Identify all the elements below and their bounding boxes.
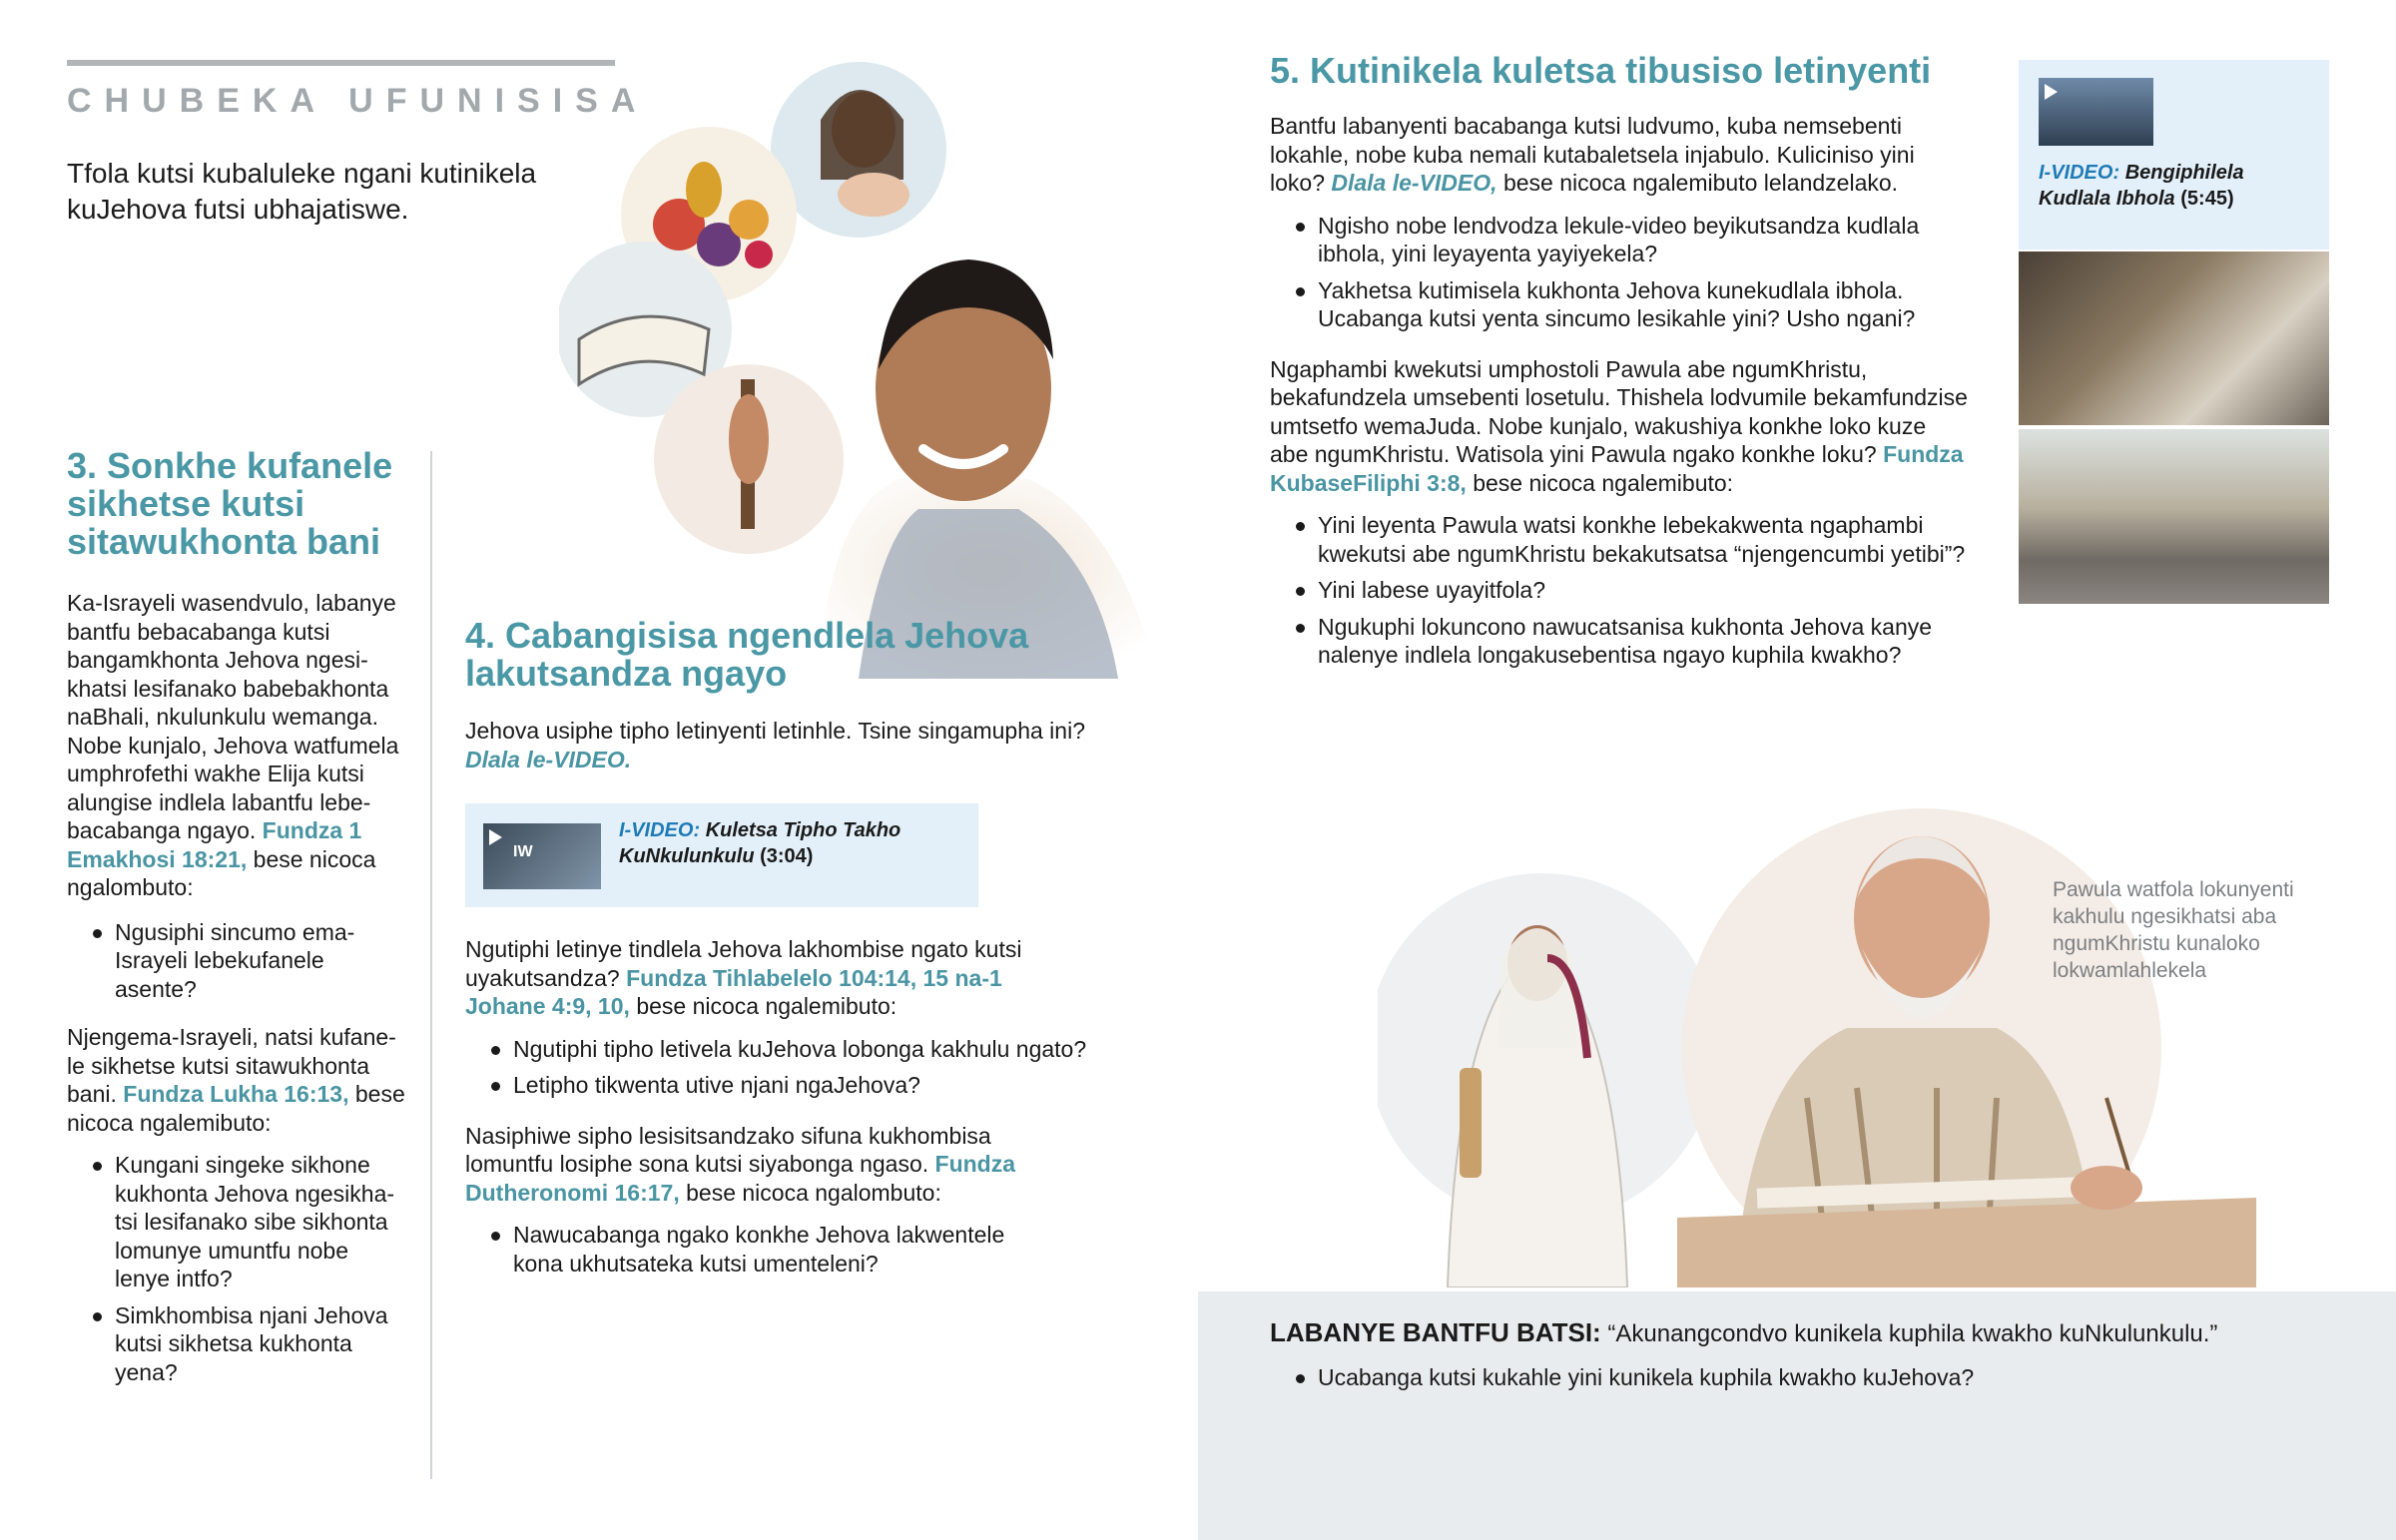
section-5-paragraph-1: Bantfu labanyenti bacabanga kutsi ludvumo, kuba nemsebenti lokahle, nobe kuba nemali kutabaletsela injabulo. Kuliciniso yini loko? Dlala le-VIDEO, bese nicoca ngalemibuto lelandzelako. [1270, 113, 1915, 196]
video-thumbnail[interactable] [2039, 78, 2153, 146]
scripture-link-luke[interactable]: Fundza Lukha 16:13, [123, 1081, 349, 1107]
question-item: Kungani singeke sikhone kukhonta Jehova ngesikha-tsi lesifanako sibe sikhonta lomunye umuntfu nobe lenye intfo? [67, 1151, 406, 1293]
scripture-link-deuteronomy[interactable]: Fundza Dutheronomi 16:17, [465, 1151, 1016, 1206]
video-label: I-VIDEO: Kuletsa Tipho Takho KuNkulunkulu (3:04) [619, 819, 901, 867]
question-item: Ngutiphi tipho letivela kuJehova lobonga kakhulu ngato? [465, 1035, 1124, 1064]
scripture-link-psalms-john[interactable]: Fundza Tihlabelelo 104:14, 15 na-1 Johane 4:9, 10, [465, 964, 1002, 1019]
question-item: Yini leyenta Pawula watsi konkhe lebekakwenta ngaphambi kwekutsi abe ngumKhristu bekakutsatsa “njengencumbi yetibi”? [1270, 511, 1969, 568]
question-item: Yini labese uyayitfola? [1270, 576, 1969, 605]
scripture-link-1-kings[interactable]: Fundza 1 Emakhosi 18:21, [67, 817, 362, 872]
column-divider [430, 451, 432, 1479]
header-rule [67, 60, 615, 66]
section-4-paragraph-2: Ngutiphi letinye tindlela Jehova lakhombise ngato kutsi uyakutsandza? Fundza Tihlabelelo 104:14, 15 na-1 Johane 4:9, 10, bese nicoca ngalemibuto: [465, 936, 1022, 1019]
section-3-paragraph-1: Ka-Israyeli wasendvulo, labanye bantfu bebacabanga kutsi bangamkhonta Jehova ngesi-khatsi lesifanako babebakhonta naBhali, nkulunkulu wemanga. Nobe kunjalo, Jehova watfumela umphrofethi wakhe Elija kutsi alungise indlela labantfu lebe-bacabanga ngayo. Fundza 1 Emakhosi 18:21, bese nicoca ngalombuto: [67, 590, 399, 900]
section-3-questions-2 [67, 1151, 406, 1386]
video-label: I-VIDEO: Bengiphilela Kudlala Ibhola (5:45) [2039, 162, 2244, 210]
section-4-heading: 4. Cabangisisa ngendlela Jehova lakutsandza ngayo [465, 615, 1029, 694]
others-say-label: LABANYE BANTFU BATSI: [1270, 1317, 1601, 1347]
others-say-questions [1270, 1363, 2348, 1400]
paul-illustration [1378, 798, 2256, 1287]
others-say-line [1270, 1317, 2348, 1349]
man-at-laptop-photo [2019, 252, 2329, 425]
section-3 [67, 447, 406, 1394]
section-3-paragraph-2: Njengema-Israyeli, natsi kufane-le sikhetse kutsi sitawukhonta bani. Fundza Lukha 16:13, bese nicoca ngalemibuto: [67, 1024, 405, 1136]
others-say-quote: “Akunangcondvo kunikela kuphila kwakho kuNkulunkulu.” [1607, 1320, 2218, 1347]
section-3-heading: 3. Sonkhe kufanele sikhetse kutsi sitawukhonta bani [67, 445, 393, 562]
street-scene-photo [2019, 429, 2329, 604]
illustration-caption: Pawula watfola lokunyenti kakhulu ngesikhatsi aba ngumKhristu kunaloko lokwamlahlekela [2053, 878, 2294, 982]
scripture-link-philippians[interactable]: Fundza KubaseFiliphi 3:8, [1270, 441, 1964, 496]
video-card-gifts[interactable] [465, 803, 978, 907]
section-4 [465, 617, 1124, 1285]
question-item: Ngukuphi lokuncono nawucatsanisa kukhonta Jehova kanye nalenye indlela longakusebentisa ngayo kuphila kwakho? [1270, 613, 1969, 670]
play-icon [2045, 84, 2058, 100]
question-item: Letipho tikwenta utive njani ngaJehova? [465, 1071, 1124, 1100]
section-5-paragraph-2: Ngaphambi kwekutsi umphostoli Pawula abe ngumKhristu, bekafundzela umsebenti losetulu. Thishela lodvumile bekamfundzise umtsetfo wemaJuda. Nobe kunjalo, wakushiya konkhe loko kuze abe ngumKhristu. Watisola yini Pawula ngako konkhe loku? Fundza KubaseFiliphi 3:8, bese nicoca ngalemibuto: [1270, 355, 1968, 496]
section-4-paragraph-3: Nasiphiwe sipho lesisitsandzako sifuna kukhombisa lomuntfu losiphe sona kutsi siyabonga ngaso. Fundza Dutheronomi 16:17, bese nicoca ngalombuto: [465, 1122, 1016, 1206]
question-item: Simkhombisa njani Jehova kutsi sikhetsa kukhonta yena? [67, 1301, 406, 1387]
section-5 [1270, 52, 1969, 678]
question-item: Yakhetsa kutimisela kukhonta Jehova kunekudlala ibhola. Ucabanga kutsi yenta sincumo lesikahle yini? Usho ngani? [1270, 276, 1969, 333]
video-logo: IW [513, 843, 533, 860]
page-title: CHUBEKA UFUNISISA [67, 82, 649, 120]
play-video-link[interactable]: Dlala le-VIDEO. [465, 746, 632, 772]
video-thumbnail[interactable] [483, 823, 601, 889]
question-item: Ucabanga kutsi kukahle yini kunikela kuphila kwakho kuJehova? [1270, 1363, 2348, 1392]
section-5-questions-1 [1270, 212, 1969, 333]
question-item: Nawucabanga ngako konkhe Jehova lakwentele kona ukhutsateka kutsi umenteleni? [465, 1221, 1024, 1278]
play-video-link[interactable]: Dlala le-VIDEO, [1331, 170, 1498, 196]
question-item: Ngusiphi sincumo ema-Israyeli lebekufanele asente? [67, 918, 406, 1004]
section-4-questions-1 [465, 1035, 1124, 1100]
section-4-questions-2 [465, 1221, 1024, 1278]
video-card-football[interactable] [2019, 60, 2329, 250]
play-icon [489, 829, 502, 845]
section-5-heading: 5. Kutinikela kuletsa tibusiso letinyenti [1270, 50, 1932, 91]
intro-text: Tfola kutsi kubaluleke ngani kutinikela kuJehova futsi ubhajatiswe. [67, 158, 537, 225]
section-3-questions-1 [67, 918, 406, 1004]
gifts-illustration [559, 40, 1178, 679]
section-5-questions-2 [1270, 511, 1969, 670]
question-item: Ngisho nobe lendvodza lekule-video beyikutsandza kudlala ibhola, yini leyayenta yayiyekela? [1270, 212, 1969, 268]
section-4-paragraph-1: Jehova usiphe tipho letinyenti letinhle. Tsine singamupha ini? Dlala le-VIDEO. [465, 718, 1085, 772]
